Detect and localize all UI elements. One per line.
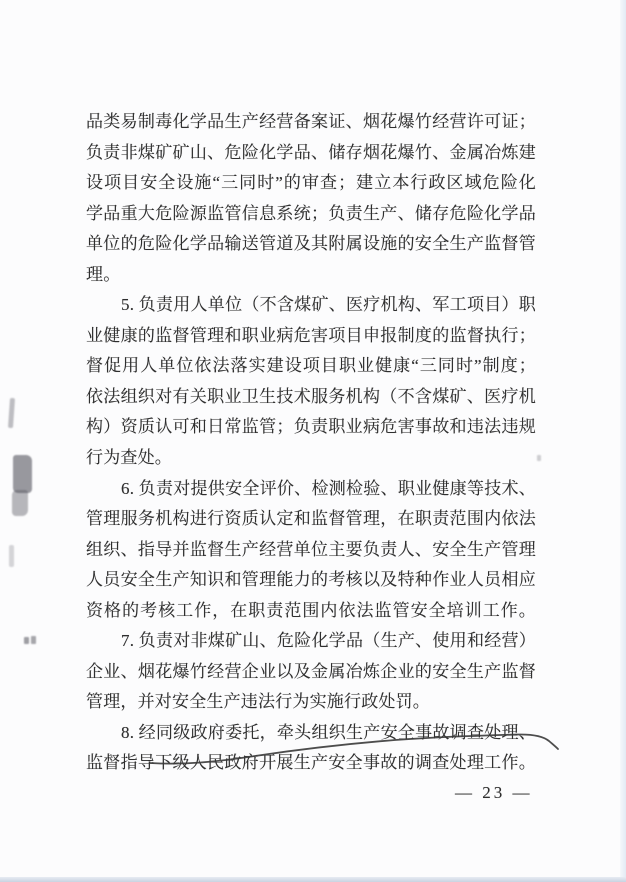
text-line: 监督指导下级人民政府开展生产安全事故的调查处理工作。 — [86, 753, 536, 773]
ink-smudge — [12, 490, 28, 516]
text-line: 人员安全生产知识和管理能力的考核以及特种作业人员相应 — [86, 570, 536, 590]
document-text-block — [86, 107, 536, 779]
ink-smudge — [13, 455, 32, 493]
text-line: 构）资质认可和日常监管；负责职业病危害事故和违法违规 — [86, 417, 536, 437]
text-line: 业健康的监督管理和职业病危害项目申报制度的监督执行； — [86, 325, 536, 345]
text-line: 单位的危险化学品输送管道及其附属设施的安全生产监督管 — [86, 234, 536, 254]
text-line-item-6: 6. 负责对提供安全评价、检测检验、职业健康等技术、 — [121, 478, 536, 498]
text-line: 行为查处。 — [86, 448, 172, 468]
text-line: 品类易制毒化学品生产经营备案证、烟花爆竹经营许可证； — [86, 112, 536, 131]
text-line: 资格的考核工作，在职责范围内依法监管安全培训工作。 — [86, 600, 536, 620]
text-line: 管理服务机构进行资质认定和监督管理，在职责范围内依法 — [86, 509, 536, 529]
text-line: 督促用人单位依法落实建设项目职业健康“三同时”制度； — [86, 356, 536, 376]
ink-speck — [537, 455, 541, 461]
text-line: 企业、烟花爆竹经营企业以及金属冶炼企业的安全生产监督 — [86, 661, 536, 681]
ink-smudge — [8, 398, 15, 428]
text-line-item-7: 7. 负责对非煤矿山、危险化学品（生产、使用和经营） — [121, 631, 536, 651]
text-line: 依法组织对有关职业卫生技术服务机构（不含煤矿、医疗机 — [86, 386, 536, 406]
text-line-item-8-underlined: 8. 经同级政府委托，牵头组织生产安全事故调查处理、 — [121, 722, 536, 742]
text-line: 管理，并对安全生产违法行为实施行政处罚。 — [86, 692, 430, 712]
ink-speck — [31, 636, 36, 644]
scanner-edge-bottom — [0, 877, 626, 882]
text-line: 设项目安全设施“三同时”的审查；建立本行政区域危险化 — [86, 173, 536, 193]
ink-speck — [24, 637, 29, 644]
ink-smudge — [9, 545, 14, 567]
text-line: 理。 — [86, 264, 121, 284]
text-line-item-5: 5. 负责用人单位（不含煤矿、医疗机构、军工项目）职 — [121, 295, 536, 315]
text-line: 负责非煤矿矿山、危险化学品、储存烟花爆竹、金属冶炼建 — [86, 142, 536, 162]
scanner-edge-right — [620, 0, 626, 882]
text-line: 学品重大危险源监管信息系统；负责生产、储存危险化学品 — [86, 203, 536, 223]
page-number: — 23 — — [455, 783, 533, 802]
text-line: 组织、指导并监督生产经营单位主要负责人、安全生产管理 — [86, 539, 536, 559]
